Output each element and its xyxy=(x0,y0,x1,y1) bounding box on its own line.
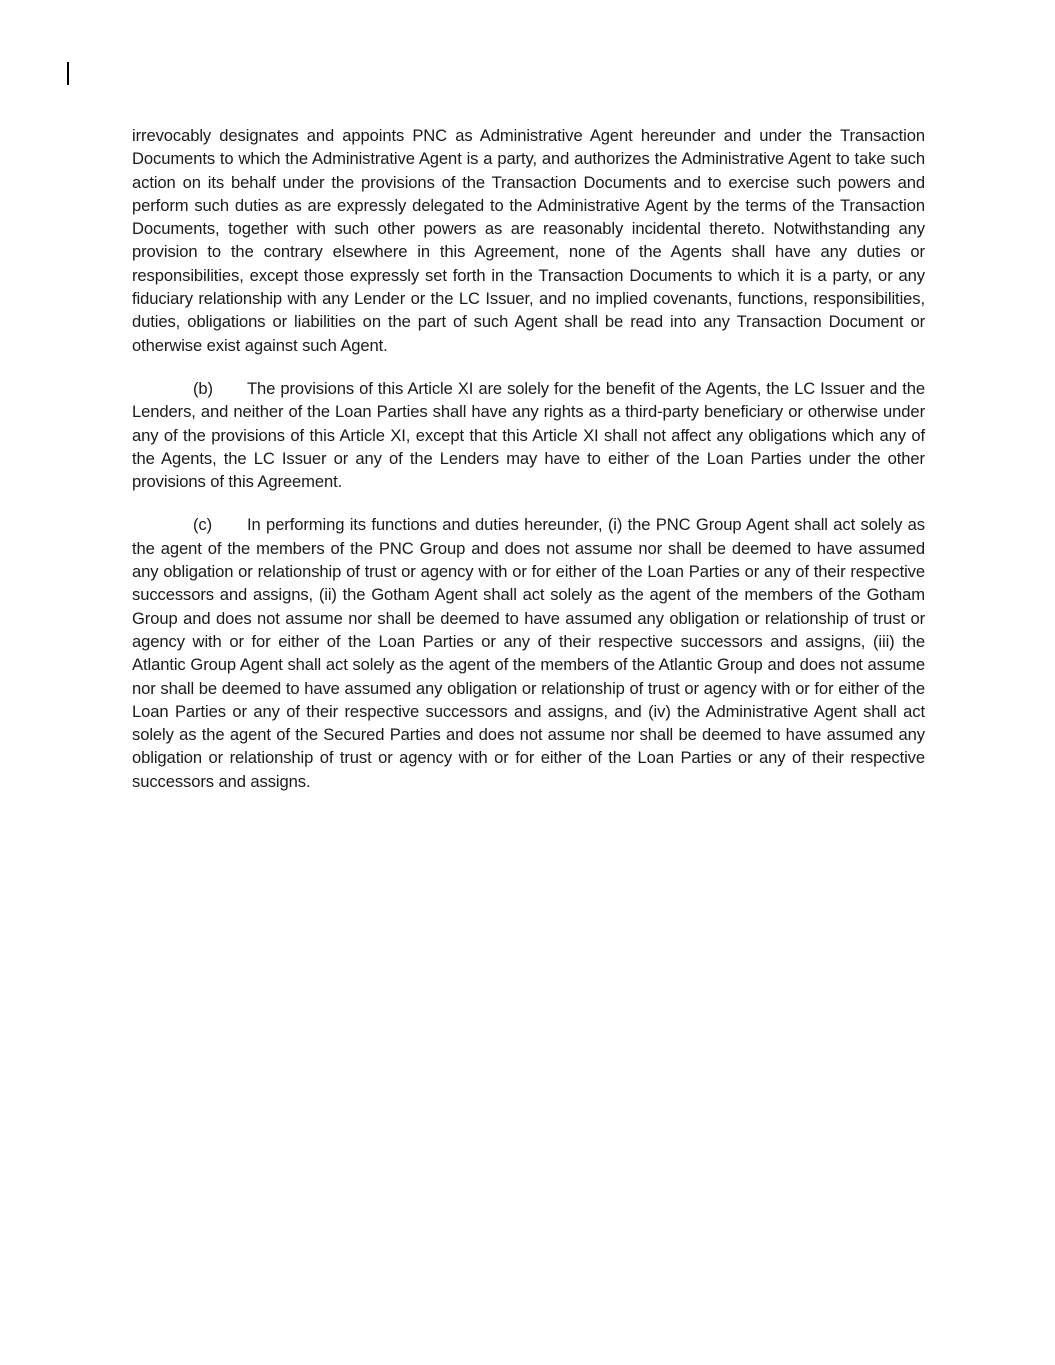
paragraph-c-text: In performing its functions and duties hereunder, (i) the PNC Group Agent shall act solely as the agent of the members of the PNC Group and does not assume nor shall be deemed to have assumed any obligation or relationship of trust or agency with or for either of the Loan Parties or any of their respective successors and assigns, (ii) the Gotham Agent shall act solely as the agent of the members of the Gotham Group and does not assume nor shall be deemed to have assumed any obligation or relationship of trust or agency with or for either of the Loan Parties or any of their respective successors and assigns, (iii) the Atlantic Group Agent shall act solely as the agent of the members of the Atlantic Group and does not assume nor shall be deemed to have assumed any obligation or relationship of trust or agency with or for either of the Loan Parties or any of their respective successors and assigns, and (iv) the Administrative Agent shall act solely as the agent of the Secured Parties and does not assume nor shall be deemed to have assumed any obligation or relationship of trust or agency with or for either of the Loan Parties or any of their respective successors and assigns. xyxy=(132,515,925,791)
paragraph-c xyxy=(132,513,925,793)
revision-mark xyxy=(67,62,69,85)
paragraph-c-label: (c) xyxy=(193,515,213,535)
paragraph-b-label: (b) xyxy=(193,378,213,398)
paragraph-a-continued: irrevocably designates and appoints PNC as Administrative Agent hereunder and under the Transaction Documents to which the Administrative Agent is a party, and authorizes the Administrative Agent to take such action on its behalf under the provisions of the Transaction Documents and to exercise such powers and perform such duties as are expressly delegated to the Administrative Agent by the terms of the Transaction Documents, together with such other powers as are reasonably incidental thereto. Notwithstanding any provision to the contrary elsewhere in this Agreement, none of the Agents shall have any duties or responsibilities, except those expressly set forth in the Transaction Documents to which it is a party, or any fiduciary relationship with any Lender or the LC Issuer, and no implied covenants, functions, responsibilities, duties, obligations or liabilities on the part of such Agent shall be read into any Transaction Document or otherwise exist against such Agent. xyxy=(132,126,925,355)
document-body xyxy=(132,124,925,793)
paragraph-b xyxy=(132,377,925,493)
paragraph-b-text: The provisions of this Article XI are solely for the benefit of the Agents, the LC Issuer and the Lenders, and neither of the Loan Parties shall have any rights as a third-party beneficiary or otherwise under any of the provisions of this Article XI, except that this Article XI shall not affect any obligations which any of the Agents, the LC Issuer or any of the Lenders may have to either of the Loan Parties under the other provisions of this Agreement. xyxy=(132,378,925,492)
